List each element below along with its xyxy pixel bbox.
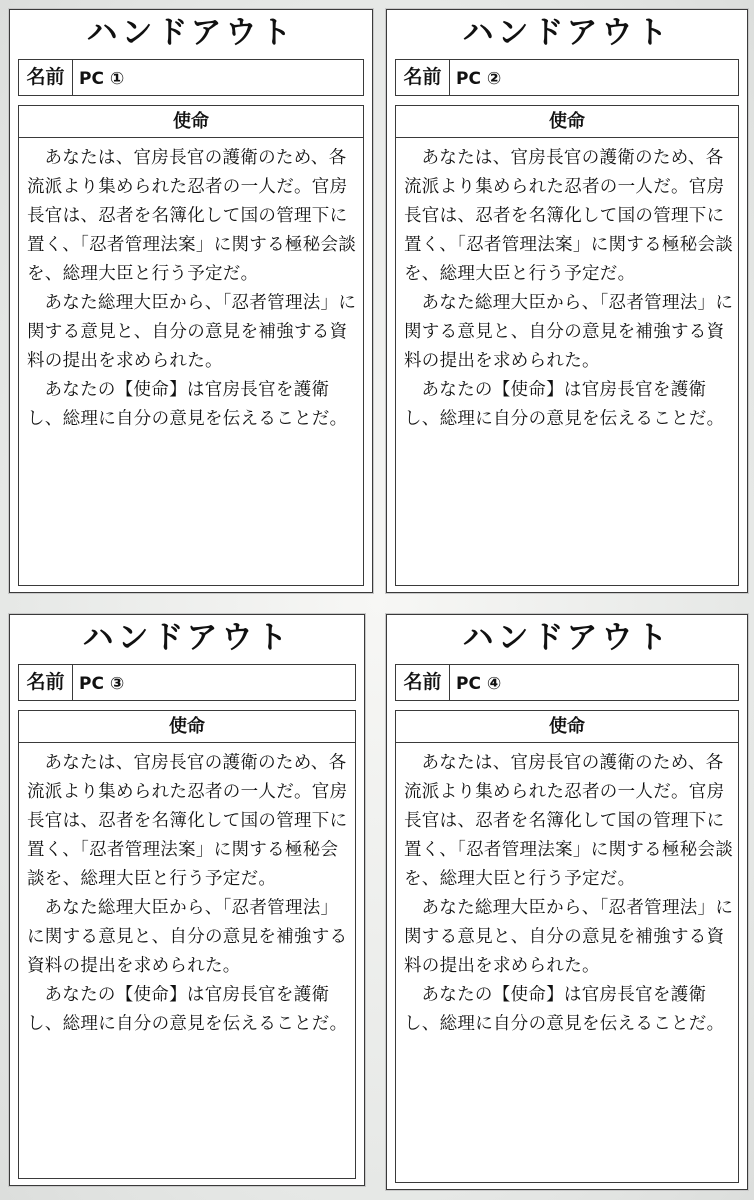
name-row [395,59,739,96]
name-row [18,59,364,96]
mission-body [396,743,738,1039]
card-title: ハンドアウト [462,15,672,51]
mission-header: 使命 [396,106,738,138]
handout-card-pc2 [386,9,748,593]
mission-header: 使命 [396,711,738,743]
mission-paragraph: あなた総理大臣から、「忍者管理法」に関する意見と、自分の意見を補強する資料の提出を求められた。 [404,898,734,976]
name-row [18,664,356,701]
mission-paragraph: あなた総理大臣から、「忍者管理法」に関する意見と、自分の意見を補強する資料の提出を求められた。 [404,293,734,371]
mission-paragraph: あなたの【使命】は官房長官を護衛し、総理に自分の意見を伝えることだ。 [27,380,348,429]
mission-body [396,138,738,434]
mission-paragraph: あなたは、官房長官の護衛のため、各流派より集められた忍者の一人だ。官房長官は、忍者を名簿化して国の管理下に置く、「忍者管理法案」に関する極秘会談を、総理大臣と行う予定だ。 [404,753,734,889]
mission-paragraph: あなたの【使命】は官房長官を護衛し、総理に自分の意見を伝えることだ。 [404,985,725,1034]
card-title: ハンドアウト [86,15,296,51]
mission-paragraph: あなたは、官房長官の護衛のため、各流派より集められた忍者の一人だ。官房長官は、忍者を名簿化して国の管理下に置く、「忍者管理法案」に関する極秘会談を、総理大臣と行う予定だ。 [404,148,734,284]
mission-box [395,710,739,1183]
name-value: PC ② [456,69,502,89]
mission-box [395,105,739,586]
mission-header: 使命 [19,106,363,138]
mission-body [19,138,363,434]
card-title: ハンドアウト [82,620,292,656]
name-label: 名前 [19,665,73,700]
mission-box [18,105,364,586]
handout-card-pc4 [386,614,748,1190]
name-value: PC ① [79,69,125,89]
mission-box [18,710,356,1179]
mission-paragraph: あなたの【使命】は官房長官を護衛し、総理に自分の意見を伝えることだ。 [27,985,348,1034]
mission-header: 使命 [19,711,355,743]
name-label: 名前 [396,665,450,700]
name-value: PC ④ [456,674,502,694]
name-label: 名前 [396,60,450,95]
mission-paragraph: あなたは、官房長官の護衛のため、各流派より集められた忍者の一人だ。官房長官は、忍者を名簿化して国の管理下に置く、「忍者管理法案」に関する極秘会談を、総理大臣と行う予定だ。 [27,753,348,889]
mission-paragraph: あなた総理大臣から、「忍者管理法」に関する意見と、自分の意見を補強する資料の提出を求められた。 [27,898,348,976]
name-row [395,664,739,701]
mission-paragraph: あなたは、官房長官の護衛のため、各流派より集められた忍者の一人だ。官房長官は、忍者を名簿化して国の管理下に置く、「忍者管理法案」に関する極秘会談を、総理大臣と行う予定だ。 [27,148,357,284]
card-title: ハンドアウト [462,620,672,656]
name-label: 名前 [19,60,73,95]
mission-body [19,743,355,1039]
handout-card-pc1 [9,9,373,593]
mission-paragraph: あなた総理大臣から、「忍者管理法」に関する意見と、自分の意見を補強する資料の提出を求められた。 [27,293,357,371]
name-value: PC ③ [79,674,125,694]
handout-card-pc3 [9,614,365,1186]
mission-paragraph: あなたの【使命】は官房長官を護衛し、総理に自分の意見を伝えることだ。 [404,380,725,429]
